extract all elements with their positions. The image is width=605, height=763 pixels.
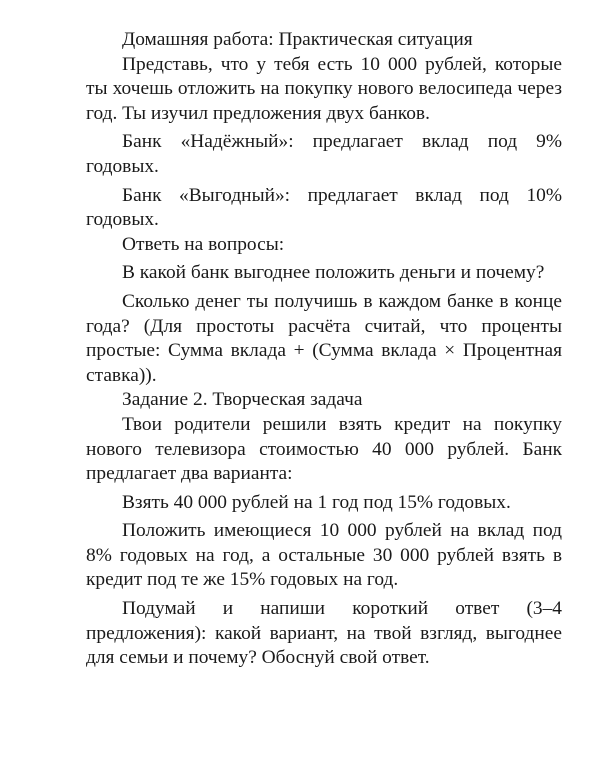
bank-reliable-paragraph: Банк «Надёжный»: предлагает вклад под 9% годовых. <box>86 131 562 177</box>
questions-heading: Ответь на вопросы: <box>122 233 285 255</box>
bank-profitable-paragraph: Банк «Выгодный»: предлагает вклад под 10% годовых. <box>86 184 562 231</box>
intro-paragraph: Представь, что у тебя есть 10 000 рублей, которые ты хочешь отложить на покупку нового велосипеда через год. Ты изучил предложения двух банков. <box>86 53 562 124</box>
heading-homework: Домашняя работа: Практическая ситуация <box>122 29 473 50</box>
question-2: Сколько денег ты получишь в каждом банке в конце года? (Для простоты расчёта считай, что проценты простые: Сумма вклада + (Сумма вклада × Процентная ставка)). <box>86 290 562 386</box>
document-page <box>86 28 562 671</box>
task-2-prompt: Подумай и напиши короткий ответ (3–4 предложения): какой вариант, на твой взгляд, выгоднее для семьи и почему? Обоснуй свой ответ. <box>86 598 562 669</box>
option-1: Взять 40 000 рублей на 1 год под 15% годовых. <box>122 491 511 513</box>
task-2-intro: Твои родители решили взять кредит на покупку нового телевизора стоимостью 40 000 рублей. Банк предлагает два варианта: <box>86 413 562 485</box>
task-2-heading: Задание 2. Творческая задача <box>122 389 363 411</box>
option-2: Положить имеющиеся 10 000 рублей на вклад под 8% годовых на год, а остальные 30 000 рублей взять в кредит под те же 15% годовых на год. <box>86 520 562 591</box>
question-1: В какой банк выгоднее положить деньги и почему? <box>122 262 545 284</box>
